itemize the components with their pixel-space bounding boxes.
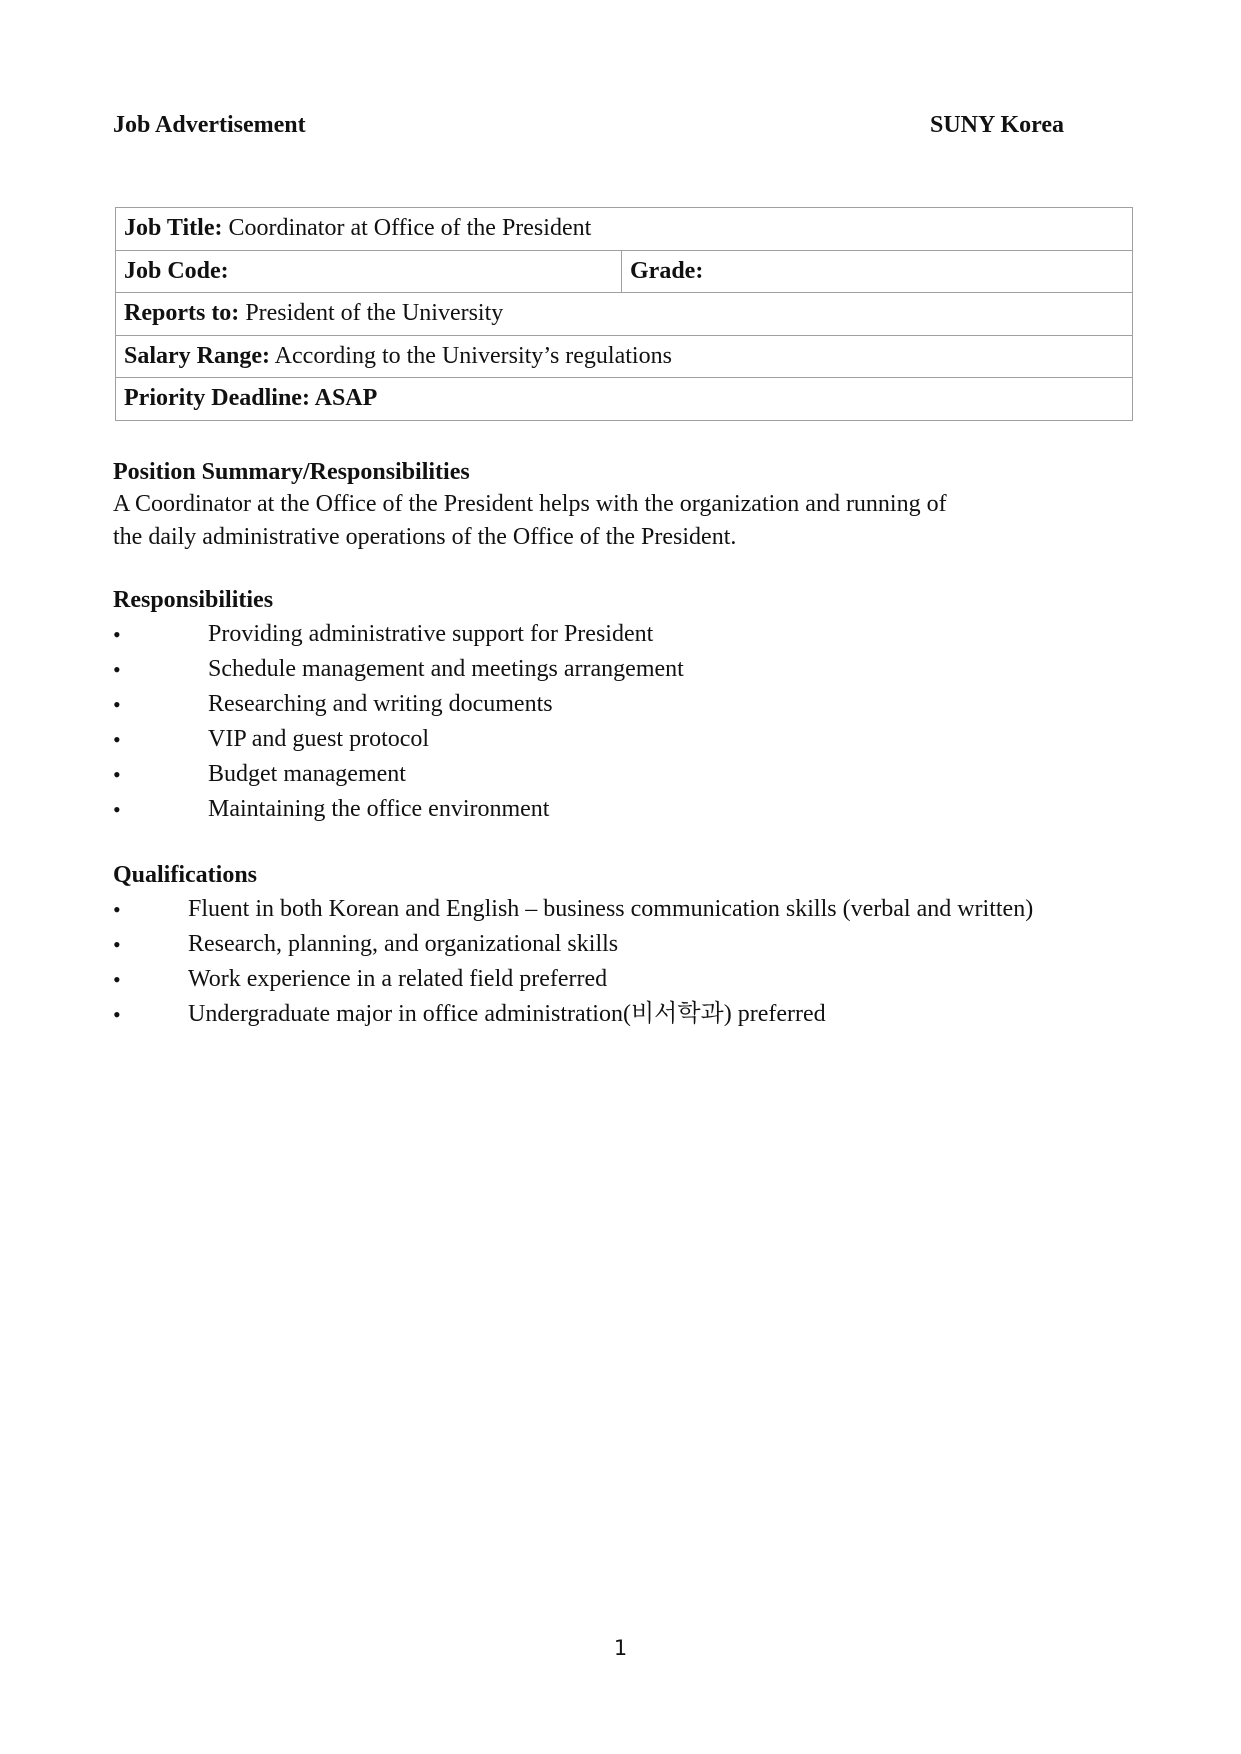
list-item xyxy=(113,687,1113,722)
salary-value: According to the University’s regulations xyxy=(270,342,672,369)
reports-to-row xyxy=(116,293,1133,336)
list-item-text: Undergraduate major in office administration(비서학과) preferred xyxy=(188,1001,826,1027)
qualifications-list xyxy=(113,892,1113,1032)
job-title-row xyxy=(116,208,1133,251)
list-item-text: VIP and guest protocol xyxy=(208,726,430,752)
job-info-table xyxy=(115,207,1133,421)
job-code-cell xyxy=(116,250,622,293)
list-item-text: Budget management xyxy=(208,761,406,787)
position-summary-section xyxy=(113,456,1113,554)
list-item-text: Research, planning, and organizational skills xyxy=(188,931,619,957)
reports-to-value: President of the University xyxy=(239,300,504,327)
list-item xyxy=(113,722,1113,757)
job-code-label: Job Code: xyxy=(124,257,229,284)
page-number: 1 xyxy=(613,1636,628,1660)
position-summary-heading: Position Summary/Responsibilities xyxy=(113,459,470,485)
reports-to-label: Reports to: xyxy=(124,300,240,327)
responsibilities-heading: Responsibilities xyxy=(113,587,274,613)
list-item xyxy=(113,892,1113,927)
bullet-icon: • xyxy=(113,762,121,787)
list-item-text: Schedule management and meetings arrangement xyxy=(208,656,684,682)
salary-label: Salary Range: xyxy=(124,342,270,369)
salary-cell xyxy=(116,335,1133,378)
job-title-value: Coordinator at Office of the President xyxy=(222,215,592,242)
list-item xyxy=(113,927,1113,962)
grade-label: Grade: xyxy=(630,257,704,284)
list-item-text: Fluent in both Korean and English – business communication skills (verbal and written) xyxy=(188,896,1034,922)
position-summary-line: A Coordinator at the Office of the President helps with the organization and running of xyxy=(113,491,947,517)
responsibilities-list xyxy=(113,617,1113,827)
qualifications-section xyxy=(113,859,1113,1032)
document-type-heading: Job Advertisement xyxy=(113,112,306,138)
list-item xyxy=(113,792,1113,827)
list-item xyxy=(113,962,1113,997)
organization-name: SUNY Korea xyxy=(930,112,1064,138)
bullet-icon: • xyxy=(113,897,121,922)
list-item-text: Researching and writing documents xyxy=(208,691,553,717)
deadline-label: Priority Deadline: ASAP xyxy=(124,385,378,412)
reports-to-cell xyxy=(116,293,1133,336)
bullet-icon: • xyxy=(113,622,121,647)
list-item-text: Work experience in a related field preferred xyxy=(188,966,608,992)
job-code-row xyxy=(116,250,1133,293)
list-item xyxy=(113,997,1113,1032)
qualifications-heading: Qualifications xyxy=(113,862,258,888)
job-title-label: Job Title: xyxy=(124,215,223,242)
deadline-cell xyxy=(116,378,1133,421)
salary-row xyxy=(116,335,1133,378)
list-item xyxy=(113,757,1113,792)
bullet-icon: • xyxy=(113,657,121,682)
responsibilities-section xyxy=(113,584,1113,827)
position-summary-line: the daily administrative operations of the Office of the President. xyxy=(113,524,737,550)
list-item xyxy=(113,617,1113,652)
list-item-text: Providing administrative support for President xyxy=(208,621,654,647)
grade-cell xyxy=(622,250,1133,293)
bullet-icon: • xyxy=(113,967,121,992)
job-title-cell xyxy=(116,208,1133,251)
list-item xyxy=(113,652,1113,687)
bullet-icon: • xyxy=(113,692,121,717)
bullet-icon: • xyxy=(113,932,121,957)
bullet-icon: • xyxy=(113,1002,121,1027)
list-item-text: Maintaining the office environment xyxy=(208,796,550,822)
bullet-icon: • xyxy=(113,727,121,752)
deadline-row xyxy=(116,378,1133,421)
bullet-icon: • xyxy=(113,797,121,822)
